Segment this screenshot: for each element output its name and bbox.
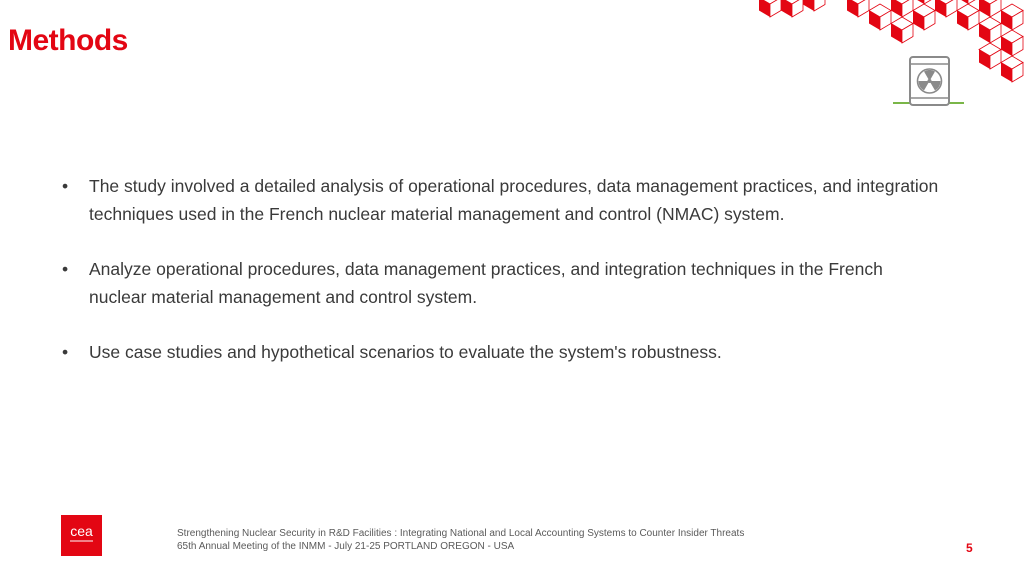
cea-logo xyxy=(61,515,102,556)
footer-line-title: Strengthening Nuclear Security in R&D Facilities : Integrating National and Local Accounting Systems to Counter Insider Threats xyxy=(177,528,745,539)
bullet-marker: • xyxy=(62,259,69,279)
bullet-text: Analyze operational procedures, data management practices, and integration techniques in the French nuclear material management and control system. xyxy=(89,259,883,307)
bullet-list xyxy=(62,172,942,393)
page-number: 5 xyxy=(966,541,973,555)
bullet-marker: • xyxy=(62,342,69,362)
cea-logo-text: cea xyxy=(70,523,93,539)
bullet-item xyxy=(62,338,942,366)
bullet-item xyxy=(62,172,942,228)
radioactive-barrel-icon xyxy=(0,0,1024,120)
footer-line-event: 65th Annual Meeting of the INMM - July 21-25 PORTLAND OREGON - USA xyxy=(177,541,515,552)
bullet-item xyxy=(62,255,942,311)
bullet-text: The study involved a detailed analysis of operational procedures, data management practices, and integration techniques used in the French nuclear material management and control (NMAC) system. xyxy=(89,176,939,224)
bullet-text: Use case studies and hypothetical scenarios to evaluate the system's robustness. xyxy=(89,342,722,362)
bullet-marker: • xyxy=(62,176,69,196)
cea-logo-icon xyxy=(61,515,102,556)
footer xyxy=(177,527,744,553)
page-title: Methods xyxy=(8,24,128,57)
